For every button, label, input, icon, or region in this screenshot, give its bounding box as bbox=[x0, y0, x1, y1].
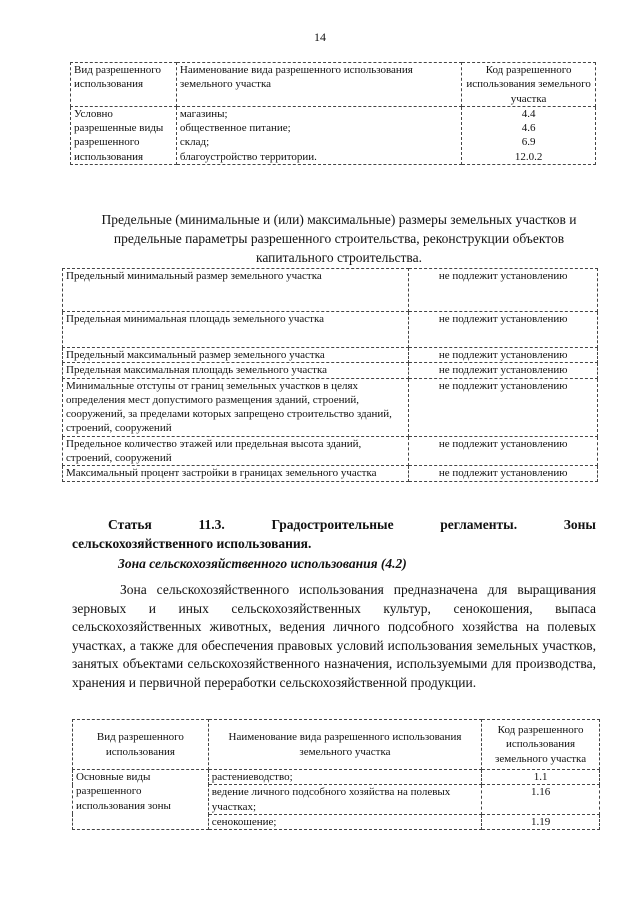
header-cell: Наименование вида разрешенного использования земельного участка bbox=[176, 63, 461, 107]
permitted-use-table-main bbox=[72, 719, 600, 830]
section-heading: Предельные (минимальные и (или) максимальные) размеры земельных участков и предельные параметры разрешенного строительства, реконструкции объектов капитального строительства. bbox=[101, 212, 577, 265]
use-name: общественное питание; bbox=[179, 122, 291, 135]
use-code: 1.16 bbox=[482, 785, 600, 815]
permitted-use-table-conditional bbox=[70, 62, 596, 165]
value-cell: не подлежит установлению bbox=[409, 312, 598, 348]
table-row bbox=[73, 770, 600, 785]
use-name: склад; bbox=[179, 136, 210, 149]
use-code: 4.6 bbox=[521, 122, 536, 135]
zone-title: Зона сельскохозяйственного использования (4.2) bbox=[118, 556, 407, 571]
page-number: 14 bbox=[314, 30, 326, 44]
table-row bbox=[63, 269, 598, 312]
header-cell: Код разрешенного использования земельного участка bbox=[462, 63, 596, 107]
value-cell: не подлежит установлению bbox=[409, 436, 598, 466]
use-code: 6.9 bbox=[521, 136, 536, 149]
table-row bbox=[63, 436, 598, 466]
zone-description: Зона сельскохозяйственного использования предназначена для выращивания зерновых и иных сельскохозяйственных культур, сенокошения, выпаса сельскохозяйственных животных, ведения личного подсобного хозяйства на полевых участках, а также для обеспечения правовых условий использования земельных участков, занятых объектами сельскохозяйственного назначения, используемыми для производства, хранения и первичной переработки сельскохозяйственной продукции. bbox=[72, 582, 596, 690]
param-cell: Предельная максимальная площадь земельного участка bbox=[63, 363, 409, 378]
table-row bbox=[63, 378, 598, 436]
article-title bbox=[72, 515, 596, 553]
article-word: Зоны bbox=[563, 517, 596, 532]
article-title-line2: сельскохозяйственного использования. bbox=[72, 536, 312, 551]
table-row bbox=[71, 106, 596, 164]
param-cell: Предельная минимальная площадь земельного участка bbox=[63, 312, 409, 348]
use-name: ведение личного подсобного хозяйства на полевых участках; bbox=[208, 785, 481, 815]
use-code: 1.1 bbox=[482, 770, 600, 785]
param-cell: Минимальные отступы от границ земельных участков в целях определения мест допустимого размещения зданий, строений, сооружений, за пределами которых запрещено строительство зданий, строений, сооружений bbox=[63, 378, 409, 436]
use-code: 1.19 bbox=[482, 814, 600, 829]
use-name: растениеводство; bbox=[208, 770, 481, 785]
article-word: регламенты. bbox=[440, 517, 518, 532]
table-row bbox=[63, 363, 598, 378]
value-cell: не подлежит установлению bbox=[409, 363, 598, 378]
use-codes-cell bbox=[462, 106, 596, 164]
value-cell: не подлежит установлению bbox=[409, 348, 598, 363]
use-group-cell: Основные виды разрешенного использования зоны bbox=[73, 770, 209, 830]
table-header-row bbox=[71, 63, 596, 107]
value-cell: не подлежит установлению bbox=[409, 466, 598, 481]
use-group-cell: Условно разрешенные виды разрешенного использования bbox=[71, 106, 177, 164]
header-cell: Вид разрешенного использования bbox=[71, 63, 177, 107]
table-row bbox=[63, 466, 598, 481]
table-row bbox=[63, 312, 598, 348]
use-code: 4.4 bbox=[521, 107, 536, 120]
header-cell: Наименование вида разрешенного использования земельного участка bbox=[208, 720, 481, 770]
use-code: 12.0.2 bbox=[514, 150, 543, 163]
article-number: 11.3. bbox=[198, 517, 225, 532]
use-name: магазины; bbox=[179, 107, 228, 120]
parameters-table bbox=[62, 268, 598, 482]
param-cell: Предельный максимальный размер земельного участка bbox=[63, 348, 409, 363]
table-row bbox=[63, 348, 598, 363]
use-name: сенокошение; bbox=[208, 814, 481, 829]
param-cell: Максимальный процент застройки в границах земельного участка bbox=[63, 466, 409, 481]
param-cell: Предельное количество этажей или предельная высота зданий, строений, сооружений bbox=[63, 436, 409, 466]
table-header-row bbox=[73, 720, 600, 770]
value-cell: не подлежит установлению bbox=[409, 269, 598, 312]
use-names-cell bbox=[176, 106, 461, 164]
article-word: Градостроительные bbox=[271, 517, 394, 532]
header-cell: Код разрешенного использования земельного участка bbox=[482, 720, 600, 770]
use-name: благоустройство территории. bbox=[179, 150, 317, 163]
article-word: Статья bbox=[108, 517, 152, 532]
param-cell: Предельный минимальный размер земельного участка bbox=[63, 269, 409, 312]
value-cell: не подлежит установлению bbox=[409, 378, 598, 436]
header-cell: Вид разрешенного использования bbox=[73, 720, 209, 770]
